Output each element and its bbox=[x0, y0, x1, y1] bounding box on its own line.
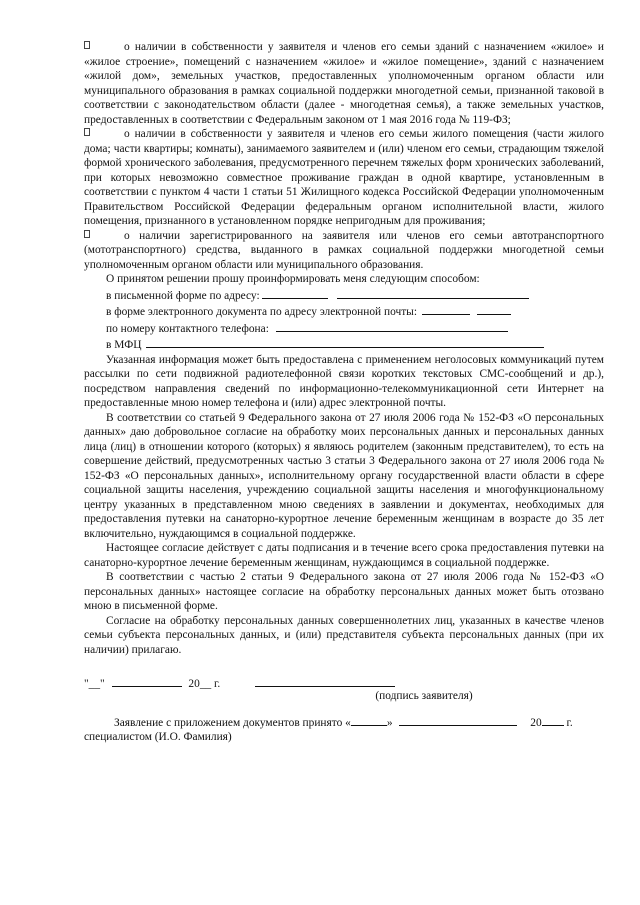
checkbox[interactable] bbox=[84, 41, 90, 49]
received-year-field[interactable] bbox=[542, 714, 564, 726]
received-month-field[interactable] bbox=[399, 714, 517, 726]
paragraph-vehicle bbox=[84, 229, 604, 273]
notify-email-row bbox=[84, 303, 604, 320]
notify-email-label: в форме электронного документа по адресу электронной почты: bbox=[106, 306, 417, 318]
paragraph-text: о наличии зарегистрированного на заявителя или членов его семьи автотранспортного (мототранспортного) средства, выданного в рамках социальной поддержки многодетной семьи уполномоченным органом области или муниципального образования. bbox=[84, 229, 604, 271]
paragraph-revoke: В соответствии с частью 2 статьи 9 Федерального закона от 27 июля 2006 года № 152-ФЗ «О персональных данных» настоящее согласие на обработку персональных данных может быть отозвано мною в письменной форме. bbox=[84, 571, 604, 612]
notify-phone-row bbox=[84, 320, 604, 337]
notify-paper-row bbox=[84, 287, 604, 304]
notify-mfc-label: в МФЦ bbox=[106, 339, 142, 351]
checkbox[interactable] bbox=[84, 230, 90, 238]
document-page bbox=[84, 40, 604, 745]
notify-paper-label: в письменной форме по адресу: bbox=[106, 289, 260, 302]
received-label: Заявление с приложением документов принято « bbox=[114, 716, 351, 729]
date-month-field[interactable] bbox=[112, 675, 182, 687]
phone-field[interactable] bbox=[276, 320, 508, 332]
quote-close: » bbox=[386, 716, 393, 729]
signature-caption: (подпись заявителя) bbox=[375, 690, 473, 702]
paragraph-info: Указанная информация может быть предоставлена с применением неголосовых коммуникаций путем рассылки по сети подвижной радиотелефонной связи коротких текстовых СМС-сообщений и др.), посредством направления сведений по информационно-телекоммуникационной сети Интернет на предоставленные мною номер телефона и (или) адрес электронной почты. bbox=[84, 353, 604, 409]
date-year: 20__ г. bbox=[188, 678, 221, 690]
specialist-label: специалистом (И.О. Фамилия) bbox=[84, 731, 232, 743]
paragraph-text: о наличии в собственности у заявителя и членов его семьи жилого помещения (части жилого дома; части квартиры; комнаты), занимаемого заявителем и (или) членом его семьи, страдающим тяжелой формой хронического заболевания, предусмотренного перечнем тяжелых форм хронических заболеваний, при которых невозможно совместное проживание граждан в одной квартире, установленным в соответствии с пунктом 4 части 1 статьи 51 Жилищного кодекса Российской Федерации уполномоченным Правительством Российской Федерации федеральным органом исполнительной власти, жилого помещения, признанного в установленном порядке непригодным для проживания; bbox=[84, 128, 604, 227]
checkbox[interactable] bbox=[84, 128, 90, 136]
paragraph-consent: В соответствии со статьей 9 Федерального закона от 27 июля 2006 года № 152-ФЗ «О персональных данных» даю добровольное согласие на обработку моих персональных данных и персональных данных лица (лиц) в отношении которого (которых) я являюсь родителем (законным представителем), то есть на совершение действий, предусмотренных частью 3 статьи 3 Федерального закона от 27 июля 2006 года № 152-ФЗ «О персональных данных», исполнительному органу государственной власти области в сфере социальной защиты населения, учреждению социальной защиты населения и многофункциональному центру указанных в представленном мною сведениях в заявлении и документах, необходимых для предоставления путевки на санаторно-курортное лечение беременным женщинам в возрасте до 35 лет включительно, нуждающимся в социальной поддержке. bbox=[84, 411, 604, 540]
paragraph-validity: Настоящее согласие действует с даты подписания и в течение всего срока предоставления путевки на санаторно-курортное лечение беременным женщинам, нуждающимся в социальной поддержке. bbox=[84, 542, 604, 569]
date-day-field[interactable]: "__" bbox=[84, 678, 105, 690]
email-field-1[interactable] bbox=[422, 303, 470, 315]
email-field-2[interactable] bbox=[477, 303, 511, 315]
notify-phone-label: по номеру контактного телефона: bbox=[106, 322, 269, 335]
paragraph-text: о наличии в собственности у заявителя и членов его семьи зданий с назначением «жилое» и «жилое строение», помещений с назначением «жилое» и «жилое помещение», зданий с назначением «жилой дом», земельных участков, предоставленных уполномоченным органом области или муниципального образования в рамках социальной поддержки многодетной семьи, признанной таковой в соответствии с законодательством области (далее - многодетная семья), а также земельных участков, предоставленных в соответствии с Федеральным законом от 1 мая 2016 года № 119-ФЗ; bbox=[84, 41, 604, 126]
paragraph-owned-dwelling bbox=[84, 127, 604, 229]
address-field-2[interactable] bbox=[337, 287, 529, 299]
date-signature-row bbox=[84, 675, 604, 689]
received-year-suffix: г. bbox=[566, 716, 573, 729]
notify-intro: О принятом решении прошу проинформировать меня следующим способом: bbox=[106, 273, 480, 285]
received-statement bbox=[84, 714, 604, 745]
address-field-1[interactable] bbox=[262, 287, 328, 299]
signature-field[interactable] bbox=[255, 675, 395, 687]
paragraph-owned-buildings bbox=[84, 40, 604, 127]
received-day-field[interactable] bbox=[351, 714, 387, 726]
received-year-prefix: 20 bbox=[530, 716, 542, 729]
mfc-field[interactable] bbox=[146, 336, 544, 348]
paragraph-adult-consent: Согласие на обработку персональных данных совершеннолетних лиц, указанных в качестве членов семьи субъекта персональных данных, и (или) представителя субъекта персональных данных (при их наличии) прилагаю. bbox=[84, 614, 604, 656]
notify-mfc-row bbox=[84, 336, 604, 353]
